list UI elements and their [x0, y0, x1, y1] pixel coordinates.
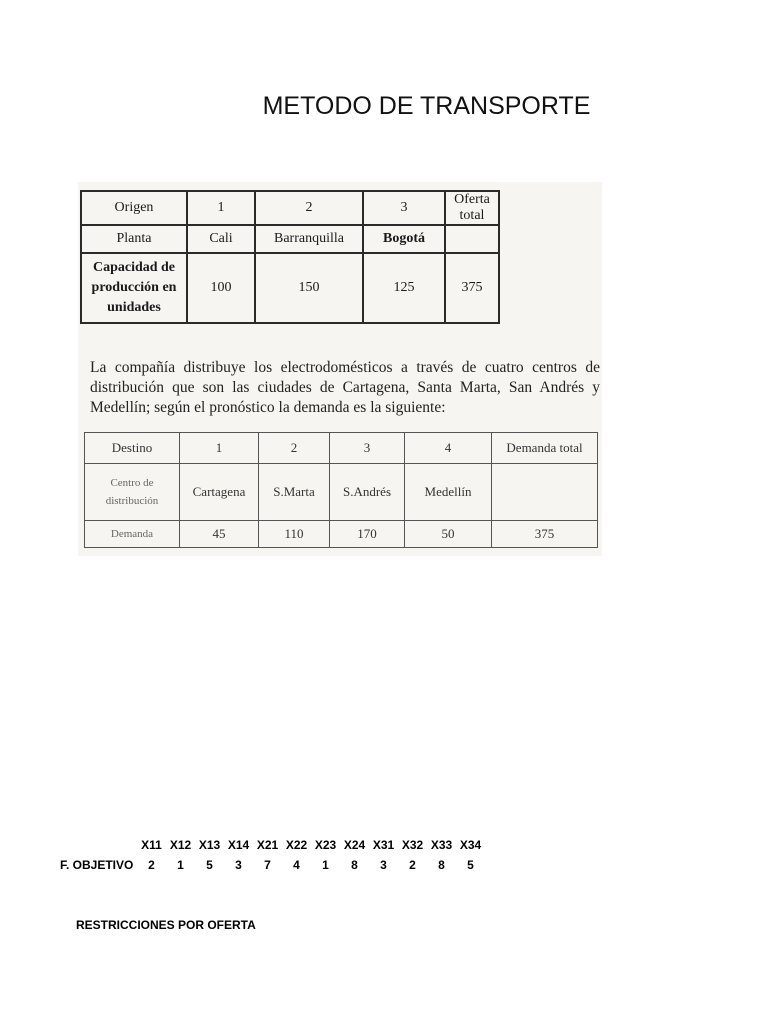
table-header-cell: Oferta total: [445, 191, 499, 225]
coefficient: 8: [351, 858, 358, 872]
variable-label: X33: [430, 838, 453, 852]
table-header-cell: Demanda total: [492, 433, 598, 464]
coefficient: 2: [409, 858, 416, 872]
table-header-cell: Destino: [85, 433, 180, 464]
variable-label: X23: [314, 838, 337, 852]
table-cell: 45: [180, 521, 259, 548]
table-cell: S.Marta: [259, 464, 330, 521]
table-cell: 170: [330, 521, 405, 548]
table-cell: Medellín: [405, 464, 492, 521]
page-title: METODO DE TRANSPORTE: [262, 92, 591, 120]
variable-label: X11: [141, 838, 162, 852]
coefficient: 7: [264, 858, 271, 872]
table-cell: Barranquilla: [255, 225, 363, 253]
coefficient: 4: [293, 858, 300, 872]
table-header-cell: 2: [255, 191, 363, 225]
variable-label: X32: [401, 838, 424, 852]
coefficient: 8: [438, 858, 445, 872]
table-cell: S.Andrés: [330, 464, 405, 521]
coefficient: 5: [467, 858, 474, 872]
table-cell: 125: [363, 253, 445, 323]
coefficient: 2: [148, 858, 155, 872]
table-cell: 375: [445, 253, 499, 323]
variable-label: X34: [459, 838, 482, 852]
table-cell: [445, 225, 499, 253]
table-cell: 375: [492, 521, 598, 548]
restrictions-heading: RESTRICCIONES POR OFERTA: [76, 918, 256, 932]
table-header-cell: 1: [180, 433, 259, 464]
table-header-cell: 2: [259, 433, 330, 464]
table-cell: 110: [259, 521, 330, 548]
table-header-cell: 3: [330, 433, 405, 464]
table-header-cell: Origen: [81, 191, 187, 225]
variable-label: X12: [169, 838, 192, 852]
row-label: Capacidad de producción en unidades: [81, 253, 187, 323]
table-header-cell: 3: [363, 191, 445, 225]
intro-paragraph: La compañía distribuye los electrodomésticos a través de cuatro centros de distribución que son las ciudades de Cartagena, Santa Marta, San Andrés y Medellín; según el pronóstico la demanda es la siguiente:: [90, 359, 600, 416]
table-cell: 50: [405, 521, 492, 548]
objective-label: F. OBJETIVO: [60, 858, 134, 872]
coefficient: 5: [206, 858, 213, 872]
variable-label: X22: [285, 838, 308, 852]
variable-label: X13: [198, 838, 221, 852]
row-label: Demanda: [85, 521, 180, 548]
table-cell: 150: [255, 253, 363, 323]
coefficient: 3: [380, 858, 387, 872]
table-cell: Cartagena: [180, 464, 259, 521]
variable-label: X21: [256, 838, 279, 852]
table-cell: 100: [187, 253, 255, 323]
row-label: Centro de distribución: [85, 464, 180, 521]
scanned-book-excerpt: [78, 182, 602, 556]
table-cell: Cali: [187, 225, 255, 253]
variable-label: X31: [372, 838, 395, 852]
table-header-cell: 1: [187, 191, 255, 225]
coefficient: 1: [177, 858, 184, 872]
variable-label: X24: [343, 838, 366, 852]
row-label: Planta: [81, 225, 187, 253]
table-cell: [492, 464, 598, 521]
variable-label: X14: [227, 838, 250, 852]
demand-table: [84, 432, 598, 548]
table-cell: Bogotá: [363, 225, 445, 253]
coefficient: 1: [322, 858, 329, 872]
table-header-cell: 4: [405, 433, 492, 464]
coefficient: 3: [235, 858, 242, 872]
supply-table: [80, 190, 500, 324]
